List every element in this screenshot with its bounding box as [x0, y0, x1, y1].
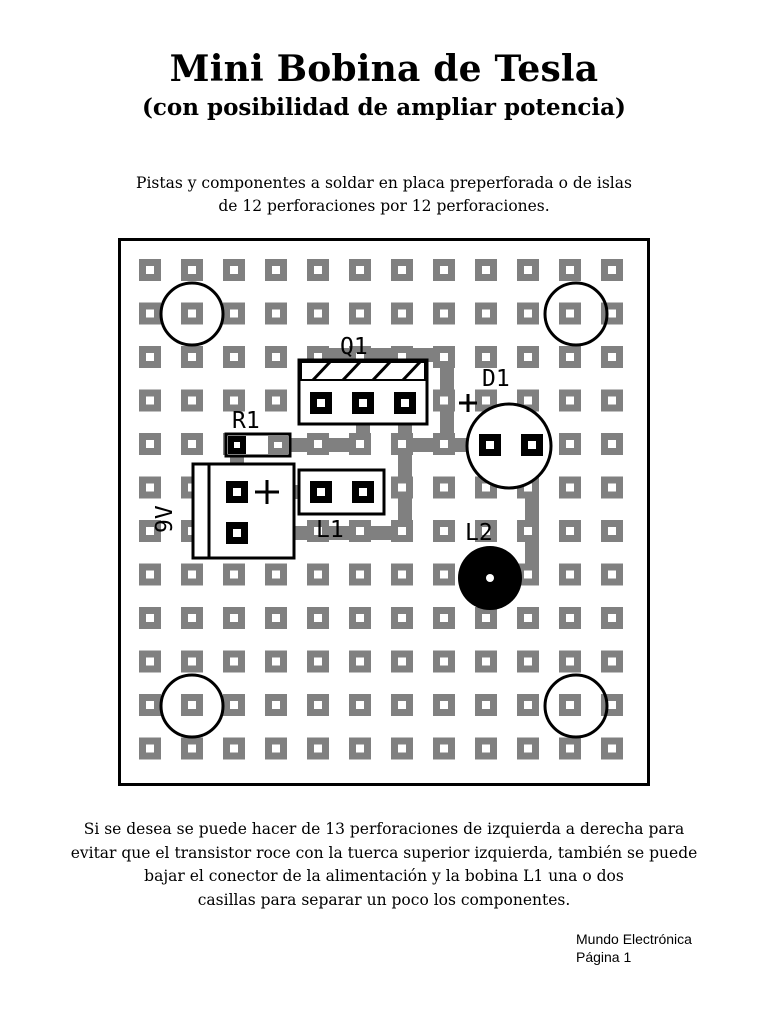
pad [433, 607, 455, 629]
pad [601, 738, 623, 760]
label-d1: D1 [482, 366, 510, 392]
pad [559, 738, 581, 760]
pad [601, 390, 623, 412]
pad [349, 303, 371, 325]
pad [265, 738, 287, 760]
pad [601, 259, 623, 281]
pad [517, 303, 539, 325]
pad [391, 564, 413, 586]
pad [139, 651, 161, 673]
pad [433, 477, 455, 499]
pad [139, 694, 161, 716]
pad [349, 607, 371, 629]
pad [265, 303, 287, 325]
label-l2: L2 [465, 520, 493, 546]
pad [307, 607, 329, 629]
pad [181, 651, 203, 673]
pad [433, 694, 455, 716]
pad [601, 520, 623, 542]
footer [576, 930, 692, 966]
pad [265, 390, 287, 412]
footer-page-number: Página 1 [576, 949, 632, 965]
pad [559, 303, 581, 325]
pad [223, 564, 245, 586]
label-r1: R1 [232, 408, 260, 434]
pad [181, 738, 203, 760]
pad [139, 303, 161, 325]
pad [307, 694, 329, 716]
pad [559, 346, 581, 368]
pad [223, 694, 245, 716]
pad [559, 259, 581, 281]
note-paragraph [0, 818, 768, 912]
pad [559, 433, 581, 455]
pad [139, 564, 161, 586]
pad [223, 346, 245, 368]
pad [475, 303, 497, 325]
note-line: bajar el conector de la alimentación y la bobina L1 una o dos [144, 867, 624, 885]
coil-l2 [458, 546, 522, 610]
pad [391, 433, 413, 455]
pad [223, 259, 245, 281]
pad [391, 477, 413, 499]
pad [139, 433, 161, 455]
pad [349, 564, 371, 586]
pad [601, 651, 623, 673]
transistor-q1 [299, 360, 427, 424]
pad [517, 520, 539, 542]
pad [181, 433, 203, 455]
pad [475, 346, 497, 368]
pad [433, 303, 455, 325]
pad [391, 607, 413, 629]
pad [517, 738, 539, 760]
pad [559, 390, 581, 412]
pad [223, 303, 245, 325]
pad [601, 346, 623, 368]
pad [517, 651, 539, 673]
pad [223, 738, 245, 760]
pad [307, 564, 329, 586]
pad [181, 694, 203, 716]
pad [475, 607, 497, 629]
pad [601, 433, 623, 455]
footer-brand: Mundo Electrónica [576, 931, 692, 947]
pad [139, 607, 161, 629]
pad [559, 694, 581, 716]
pad [433, 738, 455, 760]
pad [223, 607, 245, 629]
pad [559, 477, 581, 499]
pad [181, 564, 203, 586]
pad [139, 738, 161, 760]
page-title: Mini Bobina de Tesla [169, 48, 599, 90]
pad [223, 651, 245, 673]
pad [307, 738, 329, 760]
coil-l1 [299, 470, 384, 514]
pad [139, 477, 161, 499]
pad [349, 738, 371, 760]
pad [391, 259, 413, 281]
pad [391, 738, 413, 760]
pad [475, 738, 497, 760]
pad [433, 390, 455, 412]
note-line: casillas para separar un poco los componentes. [197, 890, 571, 909]
pad [433, 564, 455, 586]
pad [433, 346, 455, 368]
pad [517, 694, 539, 716]
note-line: Si se desea se puede hacer de 13 perforaciones de izquierda a derecha para [83, 820, 685, 838]
pad [139, 390, 161, 412]
pad [349, 520, 371, 542]
pad [181, 607, 203, 629]
pad [391, 520, 413, 542]
pad [265, 259, 287, 281]
pad [265, 694, 287, 716]
pad [433, 259, 455, 281]
pad [349, 651, 371, 673]
label-l1: L1 [316, 517, 344, 543]
pad [181, 259, 203, 281]
pad [391, 694, 413, 716]
intro-line: de 12 perforaciones por 12 perforaciones. [218, 197, 550, 215]
pad [307, 433, 329, 455]
pad [559, 520, 581, 542]
pad [349, 433, 371, 455]
pad [475, 651, 497, 673]
label-9v: 9V [152, 505, 178, 533]
pad [559, 564, 581, 586]
pad [265, 346, 287, 368]
page-subtitle: (con posibilidad de ampliar potencia) [142, 94, 626, 121]
intro-paragraph [0, 172, 768, 218]
pad [265, 607, 287, 629]
pad [433, 520, 455, 542]
pad [181, 303, 203, 325]
pad [433, 433, 455, 455]
pad [139, 346, 161, 368]
pad [517, 607, 539, 629]
pad [601, 607, 623, 629]
pad [391, 303, 413, 325]
pad [349, 694, 371, 716]
pad [307, 303, 329, 325]
pad [601, 303, 623, 325]
intro-line: Pistas y componentes a soldar en placa preperforada o de islas [136, 174, 632, 192]
resistor-r1 [226, 434, 290, 456]
pad [349, 259, 371, 281]
power-connector-9v [193, 464, 294, 558]
pad [559, 651, 581, 673]
pad [517, 346, 539, 368]
pad [517, 259, 539, 281]
pad [265, 651, 287, 673]
pad [391, 651, 413, 673]
pcb-board-diagram [118, 238, 650, 786]
pad [433, 651, 455, 673]
pad [139, 259, 161, 281]
label-q1: Q1 [340, 334, 368, 360]
pad [559, 607, 581, 629]
pad [265, 564, 287, 586]
pad [307, 259, 329, 281]
pad [475, 259, 497, 281]
pad [475, 694, 497, 716]
pad [181, 346, 203, 368]
pad [307, 651, 329, 673]
pad [601, 564, 623, 586]
note-line: evitar que el transistor roce con la tuerca superior izquierda, también se puede [70, 843, 698, 862]
pad [601, 477, 623, 499]
pad [181, 390, 203, 412]
